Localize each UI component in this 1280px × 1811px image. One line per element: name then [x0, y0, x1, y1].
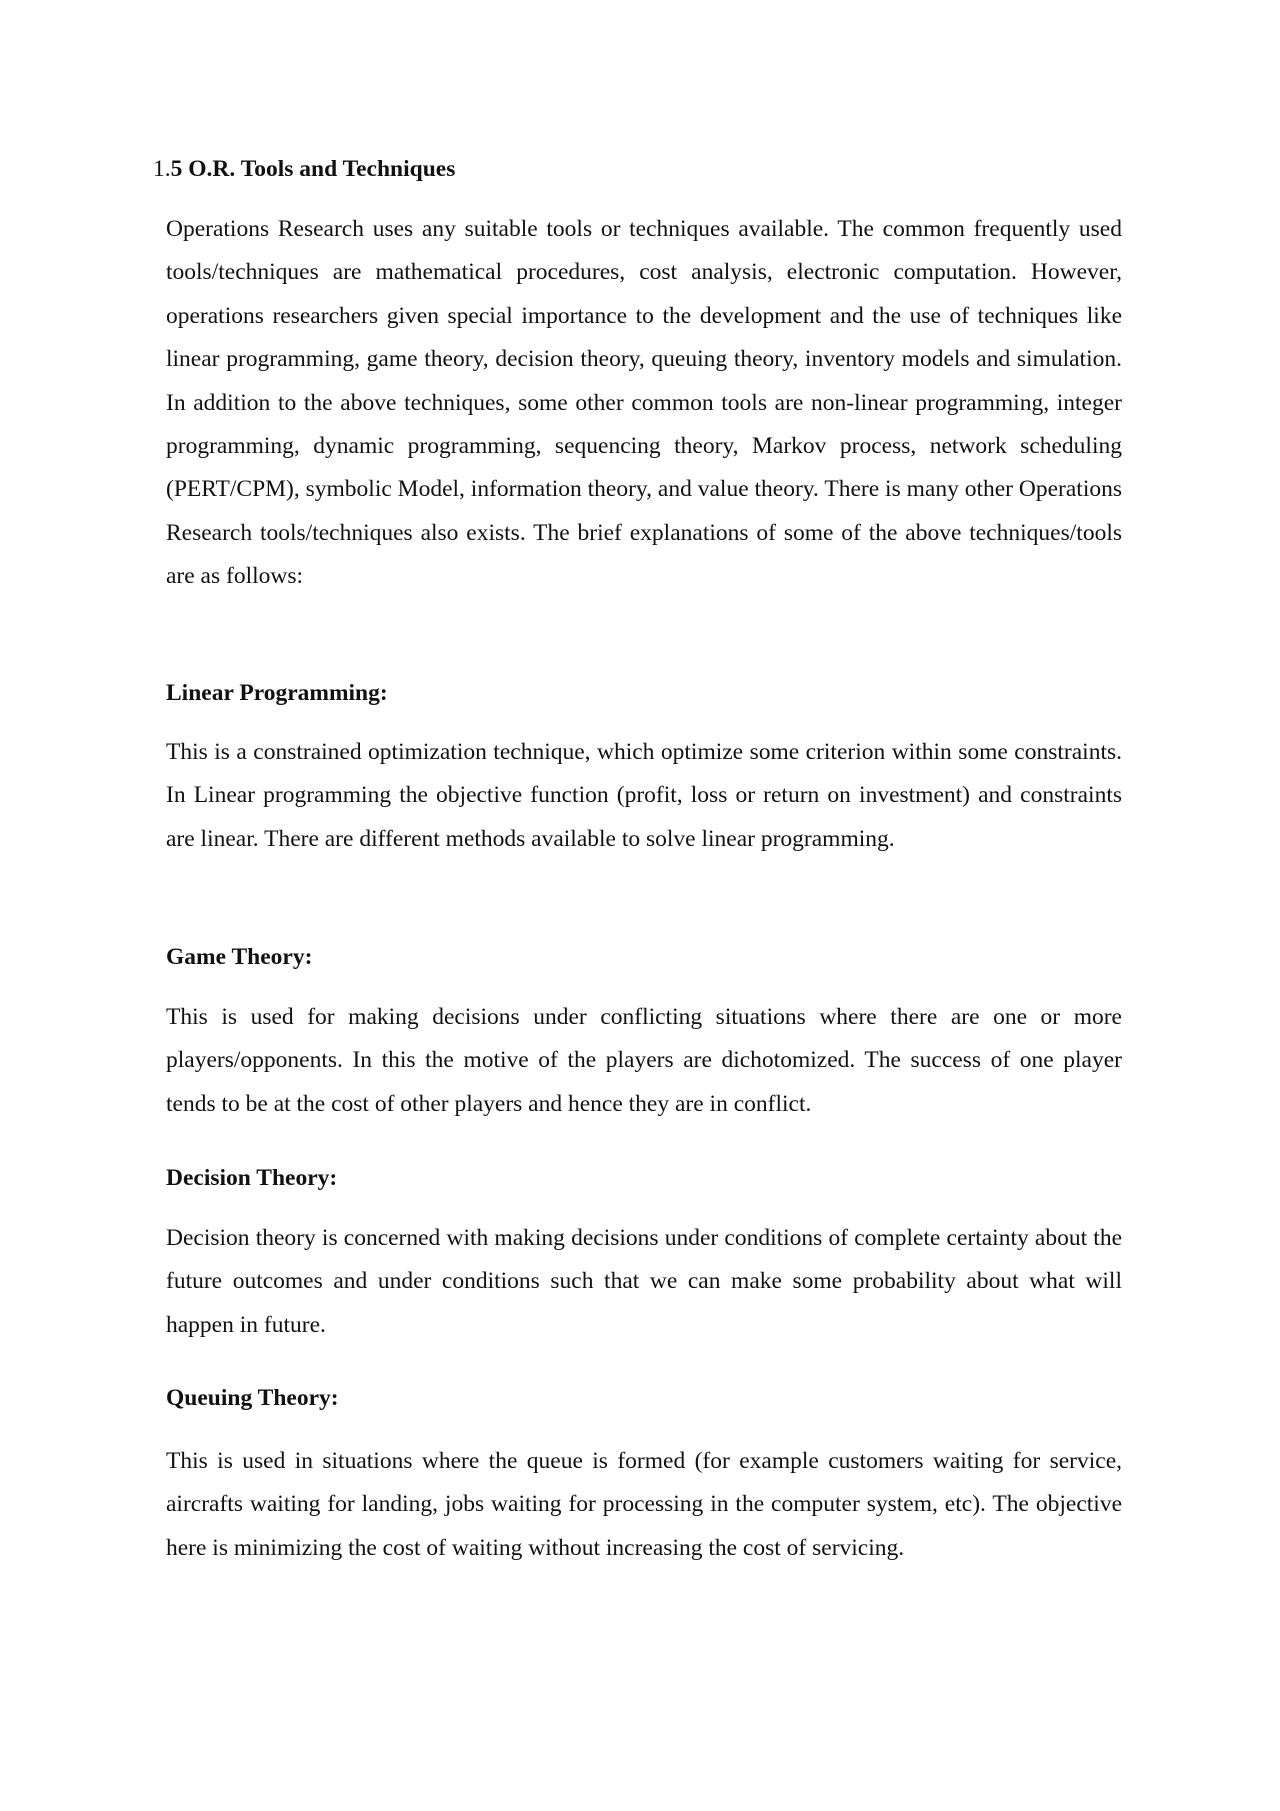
topic-title: Queuing Theory:	[166, 1385, 339, 1411]
topic-heading-queuing-theory	[166, 1381, 1122, 1415]
topic-text: This is used in situations where the queue is formed (for example customers waiting for service, aircrafts waiting for landing, jobs waiting for processing in the computer system, etc). The objective here is minimizing the cost of waiting without increasing the cost of servicing.	[166, 1448, 1122, 1561]
section-number: 1.	[153, 156, 171, 182]
topic-text: Decision theory is concerned with making decisions under conditions of complete certainty about the future outcomes and under conditions such that we can make some probability about what will happen in future.	[166, 1225, 1122, 1338]
section-title: 5 O.R. Tools and Techniques	[170, 156, 456, 182]
topic-heading-decision-theory	[166, 1161, 1122, 1195]
topic-heading-linear-programming	[166, 676, 1122, 710]
topic-heading-game-theory	[166, 940, 1122, 974]
topic-title: Decision Theory:	[166, 1165, 338, 1191]
topic-body-queuing-theory	[166, 1440, 1122, 1570]
topic-body-decision-theory	[166, 1217, 1122, 1347]
section-heading	[153, 152, 455, 186]
topic-text: This is used for making decisions under conflicting situations where there are one or more players/opponents. In this the motive of the players are dichotomized. The success of one player tends to be at the cost of other players and hence they are in conflict.	[166, 1004, 1122, 1117]
topic-text: This is a constrained optimization technique, which optimize some criterion within some constraints. In Linear programming the objective function (profit, loss or return on investment) and constraints are linear. There are different methods available to solve linear programming.	[166, 739, 1122, 852]
intro-paragraph	[166, 208, 1122, 599]
topic-body-linear-programming	[166, 731, 1122, 861]
intro-text: Operations Research uses any suitable tools or techniques available. The common frequently used tools/techniques are mathematical procedures, cost analysis, electronic computation. However, operations researchers given special importance to the development and the use of techniques like linear programming, game theory, decision theory, queuing theory, inventory models and simulation. In addition to the above techniques, some other common tools are non-linear programming, integer programming, dynamic programming, sequencing theory, Markov process, network scheduling (PERT/CPM), symbolic Model, information theory, and value theory. There is many other Operations Research tools/techniques also exists. The brief explanations of some of the above techniques/tools are as follows:	[166, 216, 1122, 590]
topic-title: Linear Programming:	[166, 680, 388, 706]
topic-title: Game Theory:	[166, 944, 313, 970]
topic-body-game-theory	[166, 996, 1122, 1126]
